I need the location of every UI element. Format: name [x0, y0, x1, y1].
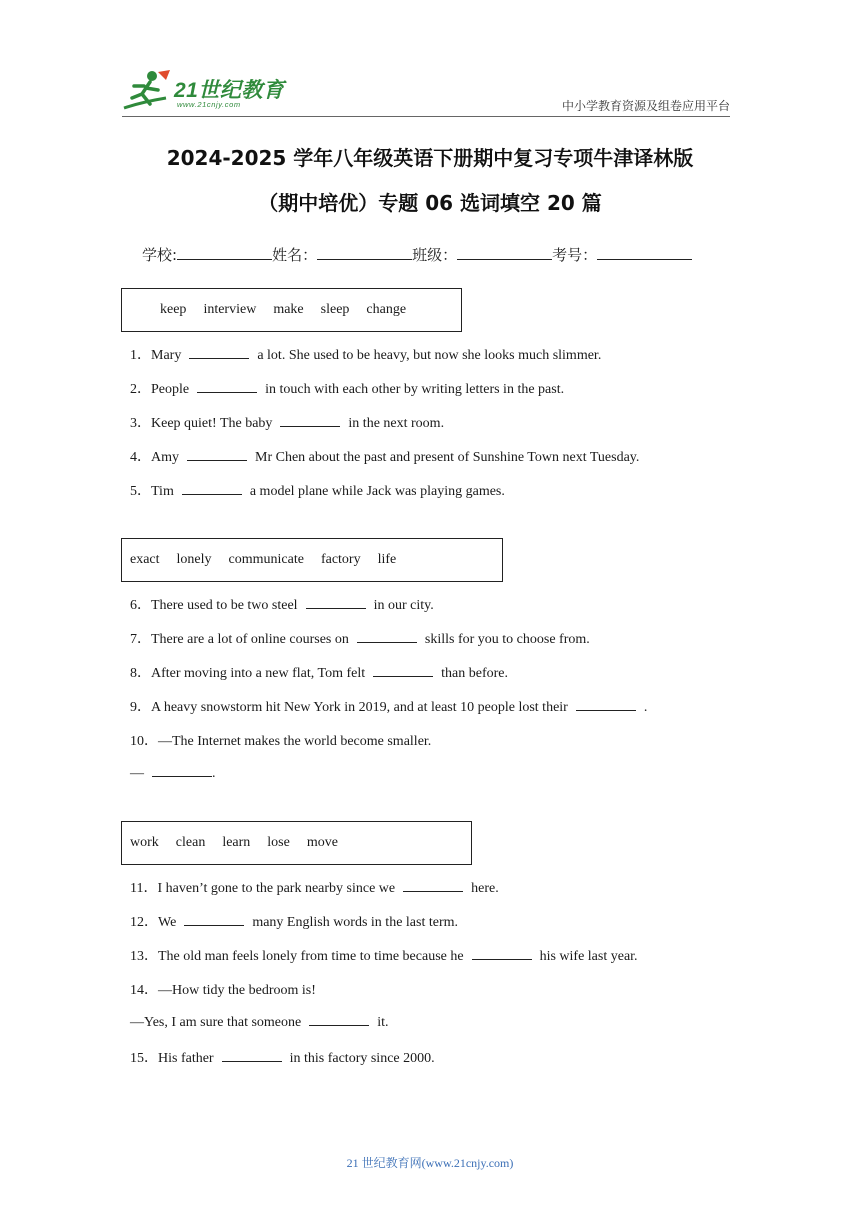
page-footer: 21 世纪教育网(www.21cnjy.com)	[346, 1156, 514, 1170]
answer-blank[interactable]	[197, 380, 257, 393]
logo-url: www.21cnjy.com	[177, 100, 241, 109]
question-11: 11．I haven’t gone to the park nearby since we here.	[130, 881, 499, 896]
name-label: 姓名：	[272, 246, 318, 264]
answer-blank[interactable]	[222, 1049, 282, 1062]
header-divider	[122, 116, 730, 117]
answer-blank[interactable]	[576, 698, 636, 711]
question-5: 5．Tim a model plane while Jack was playing games.	[130, 484, 505, 499]
answer-blank[interactable]	[184, 913, 244, 926]
question-1: 1．Mary a lot. She used to be heavy, but now she looks much slimmer.	[130, 348, 602, 363]
number-label: 考号：	[552, 246, 598, 264]
answer-blank[interactable]	[280, 414, 340, 427]
word: factory	[320, 552, 361, 567]
class-label: 班级：	[412, 246, 458, 264]
title-line-2: （期中培优）专题 06 选词填空 20 篇	[258, 191, 602, 215]
word: move	[306, 835, 338, 850]
platform-name: 中小学教育资源及组卷应用平台	[561, 99, 730, 113]
word: clean	[175, 835, 206, 850]
question-3: 3．Keep quiet! The baby in the next room.	[130, 416, 445, 431]
title-line-1: 2024-2025 学年八年级英语下册期中复习专项牛津译林版	[166, 146, 694, 170]
question-13: 13．The old man feels lonely from time to time because he his wife last year.	[130, 949, 638, 964]
name-blank[interactable]	[317, 245, 412, 260]
question-14-reply: —Yes, I am sure that someone it.	[130, 1015, 389, 1030]
school-blank[interactable]	[177, 245, 272, 260]
word: communicate	[228, 552, 304, 567]
word-box-3	[121, 821, 472, 865]
word: work	[130, 835, 159, 850]
answer-blank[interactable]	[187, 448, 247, 461]
question-15: 15．His father in this factory since 2000.	[130, 1051, 435, 1066]
word: make	[273, 302, 304, 317]
answer-blank[interactable]	[357, 630, 417, 643]
answer-blank[interactable]	[182, 482, 242, 495]
word: lonely	[176, 552, 212, 567]
word-box-2	[121, 538, 503, 582]
answer-blank[interactable]	[403, 879, 463, 892]
word: interview	[203, 302, 257, 317]
word: lose	[267, 835, 290, 850]
question-14: 14．—How tidy the bedroom is!	[130, 983, 316, 998]
runner-logo-icon	[122, 68, 174, 114]
answer-blank[interactable]	[152, 764, 212, 777]
question-4: 4．Amy Mr Chen about the past and present of Sunshine Town next Tuesday.	[130, 450, 640, 465]
logo-text: 21世纪教育	[174, 79, 285, 102]
word: life	[377, 552, 397, 567]
question-2: 2．People in touch with each other by writing letters in the past.	[130, 382, 565, 397]
word: exact	[130, 552, 160, 567]
answer-blank[interactable]	[309, 1013, 369, 1026]
question-9: 9．A heavy snowstorm hit New York in 2019, and at least 10 people lost their .	[130, 700, 648, 715]
class-blank[interactable]	[457, 245, 552, 260]
word: keep	[160, 302, 187, 317]
question-10-reply: — .	[130, 766, 216, 781]
question-10: 10．—The Internet makes the world become smaller.	[130, 734, 432, 749]
question-6: 6．There used to be two steel in our city.	[130, 598, 434, 613]
question-8: 8．After moving into a new flat, Tom felt than before.	[130, 666, 509, 681]
answer-blank[interactable]	[306, 596, 366, 609]
student-info	[142, 244, 692, 265]
logo	[122, 68, 292, 114]
answer-blank[interactable]	[472, 947, 532, 960]
word: sleep	[320, 302, 350, 317]
word: learn	[222, 835, 251, 850]
answer-blank[interactable]	[189, 346, 249, 359]
number-blank[interactable]	[597, 245, 692, 260]
question-12: 12．We many English words in the last term.	[130, 915, 459, 930]
school-label: 学校:	[142, 246, 178, 264]
question-7: 7．There are a lot of online courses on skills for you to choose from.	[130, 632, 590, 647]
answer-blank[interactable]	[373, 664, 433, 677]
word-box-1	[121, 288, 462, 332]
word: change	[366, 302, 407, 317]
